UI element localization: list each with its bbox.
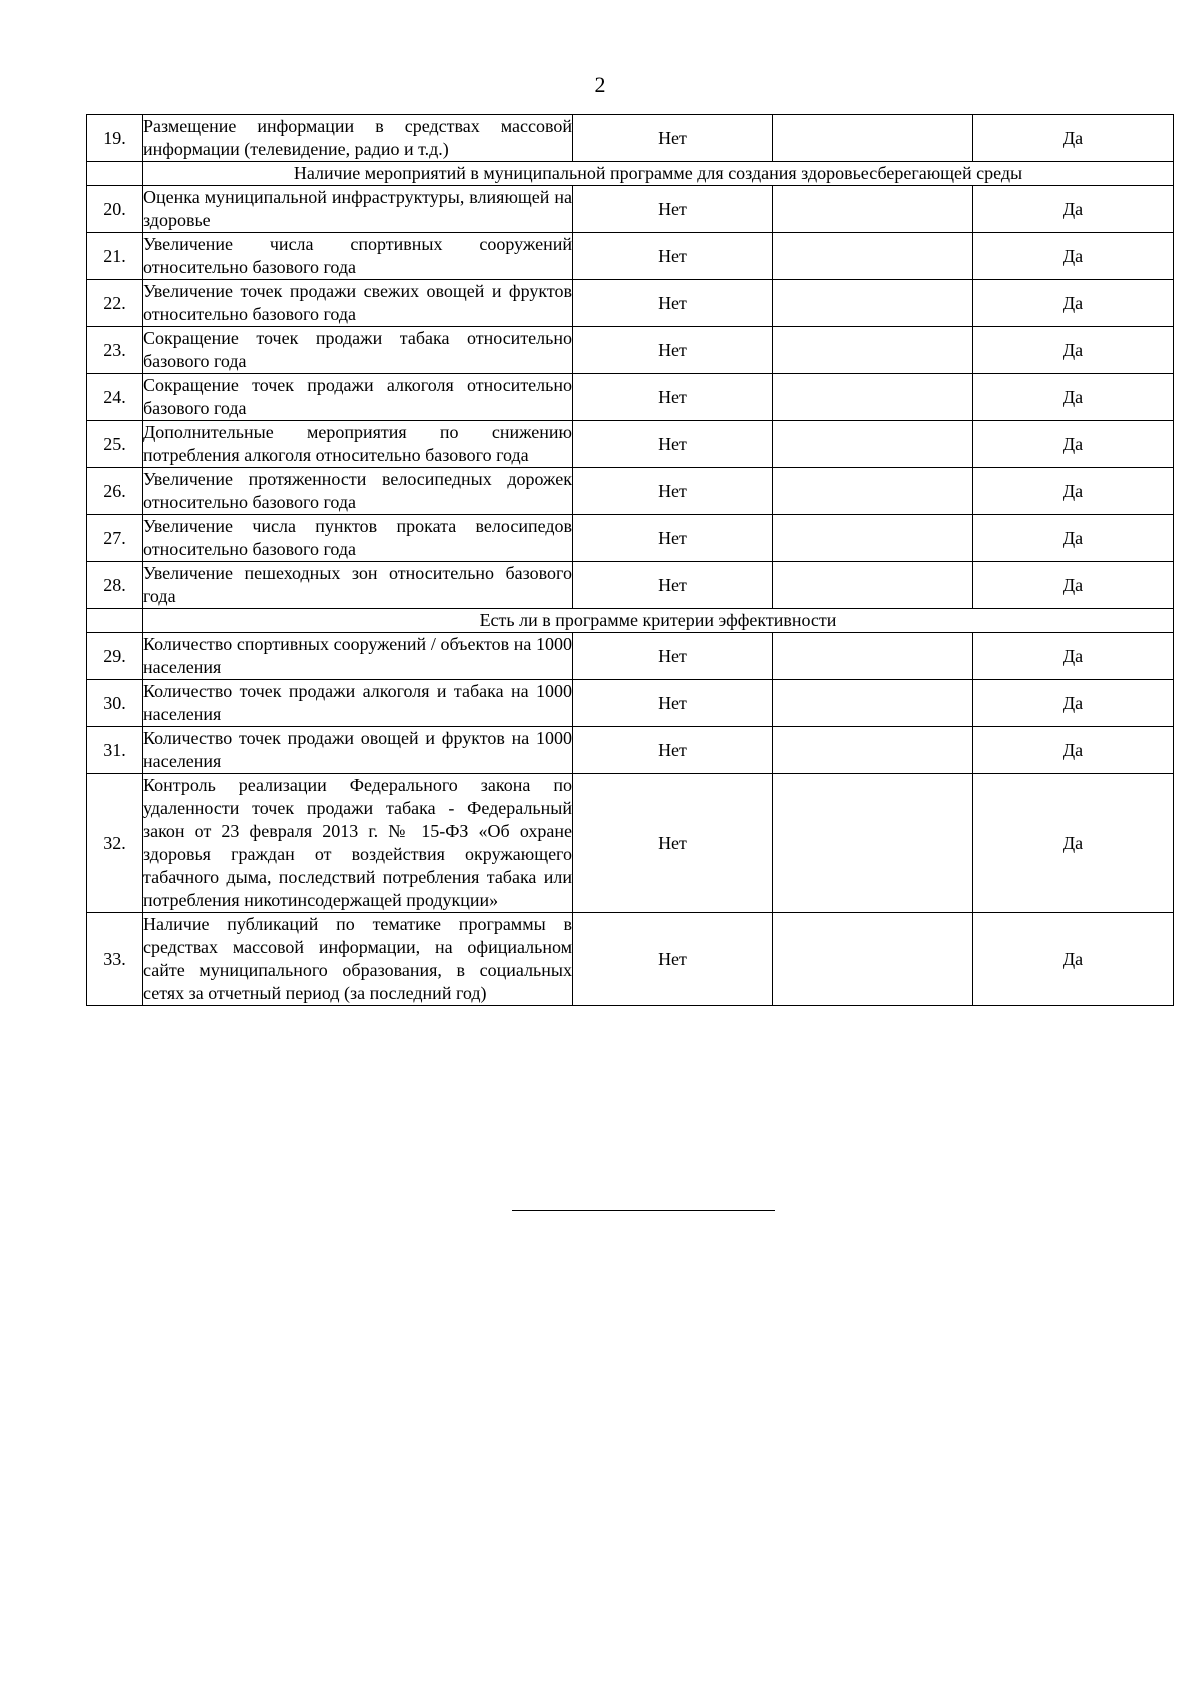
answer-empty — [773, 727, 973, 774]
row-number: 29. — [87, 633, 143, 680]
row-number: 21. — [87, 233, 143, 280]
answer-empty — [773, 327, 973, 374]
criterion-text: Количество точек продажи овощей и фруктов на 1000 населения — [143, 727, 573, 774]
answer-empty — [773, 186, 973, 233]
answer-no: Нет — [573, 421, 773, 468]
criterion-text: Дополнительные мероприятия по снижению потребления алкоголя относительно базового года — [143, 421, 573, 468]
table-row — [87, 280, 1174, 327]
section-title: Есть ли в программе критерии эффективности — [143, 609, 1174, 633]
answer-no: Нет — [573, 774, 773, 913]
answer-no: Нет — [573, 186, 773, 233]
answer-yes: Да — [973, 327, 1174, 374]
criterion-text: Увеличение пешеходных зон относительно базового года — [143, 562, 573, 609]
criterion-text: Оценка муниципальной инфраструктуры, влияющей на здоровье — [143, 186, 573, 233]
row-number: 19. — [87, 115, 143, 162]
table-row — [87, 680, 1174, 727]
row-number: 33. — [87, 913, 143, 1006]
answer-no: Нет — [573, 913, 773, 1006]
answer-yes: Да — [973, 233, 1174, 280]
criterion-text: Количество точек продажи алкоголя и табака на 1000 населения — [143, 680, 573, 727]
table-row — [87, 233, 1174, 280]
answer-empty — [773, 374, 973, 421]
answer-yes: Да — [973, 186, 1174, 233]
answer-no: Нет — [573, 680, 773, 727]
answer-empty — [773, 680, 973, 727]
answer-no: Нет — [573, 633, 773, 680]
answer-no: Нет — [573, 280, 773, 327]
answer-empty — [773, 233, 973, 280]
answer-empty — [773, 421, 973, 468]
answer-no: Нет — [573, 327, 773, 374]
table-row — [87, 727, 1174, 774]
answer-no: Нет — [573, 115, 773, 162]
section-number-cell — [87, 609, 143, 633]
page-number: 2 — [594, 72, 606, 97]
answer-no: Нет — [573, 233, 773, 280]
criterion-text: Увеличение точек продажи свежих овощей и фруктов относительно базового года — [143, 280, 573, 327]
table-row — [87, 327, 1174, 374]
row-number: 28. — [87, 562, 143, 609]
answer-yes: Да — [973, 562, 1174, 609]
criteria-table — [86, 114, 1174, 1006]
row-number: 23. — [87, 327, 143, 374]
answer-yes: Да — [973, 633, 1174, 680]
end-rule — [512, 1210, 775, 1211]
criterion-text: Увеличение числа пунктов проката велосипедов относительно базового года — [143, 515, 573, 562]
row-number: 30. — [87, 680, 143, 727]
answer-no: Нет — [573, 515, 773, 562]
table-row — [87, 468, 1174, 515]
table-row — [87, 774, 1174, 913]
table-row — [87, 515, 1174, 562]
answer-empty — [773, 515, 973, 562]
answer-yes: Да — [973, 374, 1174, 421]
criterion-text: Контроль реализации Федерального закона по удаленности точек продажи табака - Федеральный закон от 23 февраля 2013 г. № 15-ФЗ «Об охране здоровья граждан от воздействия окружающего табачного дыма, последствий потребления табака или потребления никотинсодержащей продукции» — [143, 774, 573, 913]
answer-yes: Да — [973, 727, 1174, 774]
answer-yes: Да — [973, 115, 1174, 162]
table-row — [87, 374, 1174, 421]
criterion-text: Количество спортивных сооружений / объектов на 1000 населения — [143, 633, 573, 680]
answer-yes: Да — [973, 468, 1174, 515]
answer-no: Нет — [573, 468, 773, 515]
row-number: 27. — [87, 515, 143, 562]
row-number: 26. — [87, 468, 143, 515]
table-row — [87, 562, 1174, 609]
answer-empty — [773, 562, 973, 609]
answer-yes: Да — [973, 515, 1174, 562]
answer-yes: Да — [973, 774, 1174, 913]
criteria-table-body — [87, 115, 1174, 1006]
section-title: Наличие мероприятий в муниципальной программе для создания здоровьесберегающей среды — [143, 162, 1174, 186]
answer-empty — [773, 774, 973, 913]
row-number: 22. — [87, 280, 143, 327]
answer-empty — [773, 115, 973, 162]
table-row — [87, 421, 1174, 468]
row-number: 20. — [87, 186, 143, 233]
answer-yes: Да — [973, 421, 1174, 468]
answer-no: Нет — [573, 562, 773, 609]
section-number-cell — [87, 162, 143, 186]
answer-no: Нет — [573, 727, 773, 774]
row-number: 25. — [87, 421, 143, 468]
answer-empty — [773, 633, 973, 680]
row-number: 31. — [87, 727, 143, 774]
table-row — [87, 186, 1174, 233]
answer-empty — [773, 280, 973, 327]
answer-yes: Да — [973, 913, 1174, 1006]
row-number: 24. — [87, 374, 143, 421]
table-row — [87, 633, 1174, 680]
section-header-row — [87, 609, 1174, 633]
answer-empty — [773, 468, 973, 515]
row-number: 32. — [87, 774, 143, 913]
criterion-text: Размещение информации в средствах массовой информации (телевидение, радио и т.д.) — [143, 115, 573, 162]
answer-empty — [773, 913, 973, 1006]
criterion-text: Увеличение протяженности велосипедных дорожек относительно базового года — [143, 468, 573, 515]
criterion-text: Увеличение числа спортивных сооружений относительно базового года — [143, 233, 573, 280]
answer-yes: Да — [973, 680, 1174, 727]
table-row — [87, 115, 1174, 162]
criterion-text: Сокращение точек продажи алкоголя относительно базового года — [143, 374, 573, 421]
section-header-row — [87, 162, 1174, 186]
criterion-text: Сокращение точек продажи табака относительно базового года — [143, 327, 573, 374]
answer-no: Нет — [573, 374, 773, 421]
answer-yes: Да — [973, 280, 1174, 327]
table-row — [87, 913, 1174, 1006]
criterion-text: Наличие публикаций по тематике программы в средствах массовой информации, на официальном сайте муниципального образования, в социальных сетях за отчетный период (за последний год) — [143, 913, 573, 1006]
